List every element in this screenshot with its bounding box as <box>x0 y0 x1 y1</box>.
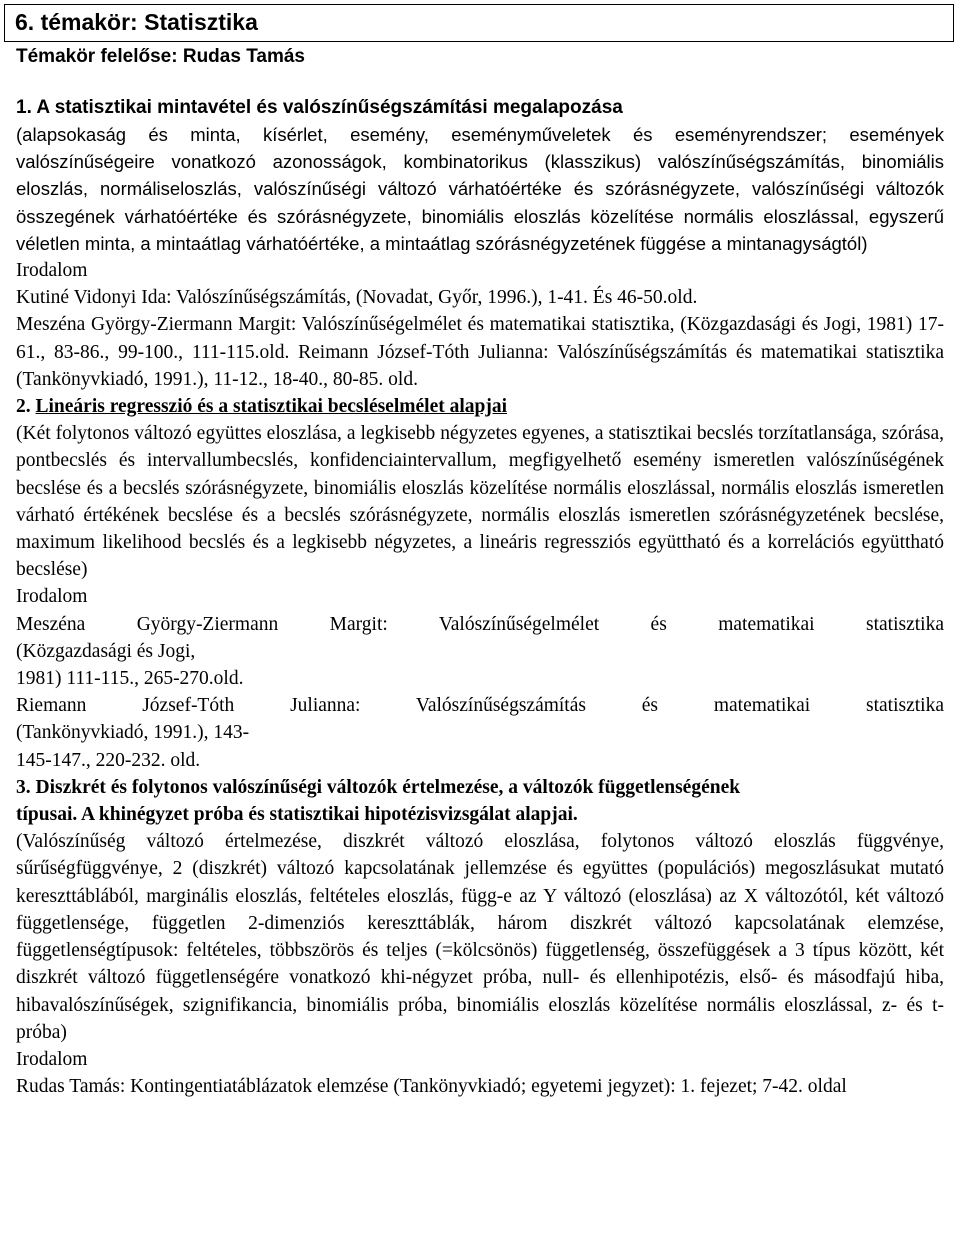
section-3-title: 3. Diszkrét és folytonos valószínűségi változók értelmezése, a változók függetlenségének <box>16 776 741 798</box>
section-2-number: 2. <box>16 396 31 418</box>
section-3-title-cont: típusai. A khinégyzet próba és statisztikai hipotézisvizsgálat alapjai. <box>16 804 578 826</box>
section-2-literature-label: Irodalom <box>16 586 88 608</box>
section-2-literature-item-cont: 145-147., 220-232. old. <box>16 749 201 771</box>
section-2-description: (Két folytonos változó együttes eloszlása, a legkisebb négyzetes egyenes, a statisztikai becslés torzítatlansága, szórása, pontbecslés és intervallumbecslés, konfidenciaintervallum, megfigyelhető esemény ismeretlen valószínűségének becslése és a becslés szórásnégyzete, binomiális eloszlás közelítése normális eloszlással, normális eloszlás ismeretlen várható értékének becslése és a becslés szórásnégyzete, normális eloszlás ismeretlen szórásnégyzetének becslése, maximum likelihood becslés és a legkisebb négyzetes, a lineáris regressziós együttható és a korrelációs együttható becslése) <box>16 423 944 581</box>
section-2-title-text: Lineáris regresszió és a statisztikai becsléselmélet alapjai <box>35 396 508 418</box>
section-3 <box>16 774 944 1100</box>
section-3-literature-label: Irodalom <box>16 1048 88 1070</box>
section-2-literature-item-cont: (Tankönyvkiadó, 1991.), 143- <box>16 722 250 744</box>
section-3-literature-item: Rudas Tamás: Kontingentiatáblázatok elemzése (Tankönyvkiadó; egyetemi jegyzet): 1. fejezet; 7-42. oldal <box>16 1076 847 1098</box>
section-2-literature-item-cont: (Közgazdasági és Jogi, <box>16 640 196 662</box>
section-2-literature-item-cont: 1981) 111-115., 265-270.old. <box>16 668 244 690</box>
section-2 <box>16 393 944 774</box>
section-3-description: (Valószínűség változó értelmezése, diszkrét változó eloszlása, folytonos változó eloszlás függvénye, sűrűségfüggvénye, 2 (diszkrét) változó kapcsolatának jellemzése és együttes (populációs) megoszlásukat mutató kereszttáblából, marginális eloszlás, feltételes eloszlás, függ-e az Y változó (eloszlása) az X változótól, két változó függetlensége, független 2-dimenziós kereszttáblák, három diszkrét változó kapcsolatának elemzése, függetlenségtípusok: feltételes, többszörös és teljes (=kölcsönös) függetlenség, összefüggések a 3 típus között, két diszkrét változó függetlenségére vonatkozó khi-négyzet próba, null- és ellenhipotézis, első- és másodfajú hiba, hibavalószínűségek, szignifikancia, binomiális próba, binomiális eloszlás közelítése normális eloszlással, z- és t-próba) <box>16 831 944 1043</box>
section-2-title <box>16 393 944 420</box>
topic-title: 6. témakör: Statisztika <box>15 9 258 35</box>
section-1-title: 1. A statisztikai mintavétel és valószínűségszámítási megalapozása <box>16 97 623 118</box>
document-body <box>16 94 944 1100</box>
section-1-literature-item: Kutiné Vidonyi Ida: Valószínűségszámítás, (Novadat, Győr, 1996.), 1-41. És 46-50.old. <box>16 287 698 309</box>
section-1 <box>16 94 944 393</box>
section-1-literature-item: Meszéna György-Ziermann Margit: Valószínűségelmélet és matematikai statisztika, (Közgazdasági és Jogi, 1981) 17-61., 83-86., 99-100., 111-115.old. Reimann József-Tóth Julianna: Valószínűségszámítás és matematikai statisztika (Tankönyvkiadó, 1991.), 11-12., 18-40., 80-85. old. <box>16 314 944 390</box>
topic-responsible: Témakör felelőse: Rudas Tamás <box>16 46 305 67</box>
section-2-literature-item: Meszéna György-Ziermann Margit: Valószínűségelmélet és matematikai statisztika <box>16 613 944 635</box>
section-1-literature-label: Irodalom <box>16 260 88 282</box>
section-1-description: (alapsokaság és minta, kísérlet, esemény, eseményműveletek és eseményrendszer; események valószínűségeire vonatkozó azonosságok, kombinatorikus (klasszikus) valószínűségszámítás, binomiális eloszlás, normáliseloszlás, valószínűségi változó várhatóértéke és szórásnégyzete, valószínűségi változók összegének várhatóértéke és szórásnégyzete, binomiális eloszlás közelítése normális eloszlással, egyszerű véletlen minta, a mintaátlag várhatóértéke, a mintaátlag szórásnégyzetének függése a mintanagyságtól) <box>16 124 944 254</box>
section-2-literature-item: Riemann József-Tóth Julianna: Valószínűségszámítás és matematikai statisztika <box>16 695 944 717</box>
topic-header-box <box>4 4 954 42</box>
